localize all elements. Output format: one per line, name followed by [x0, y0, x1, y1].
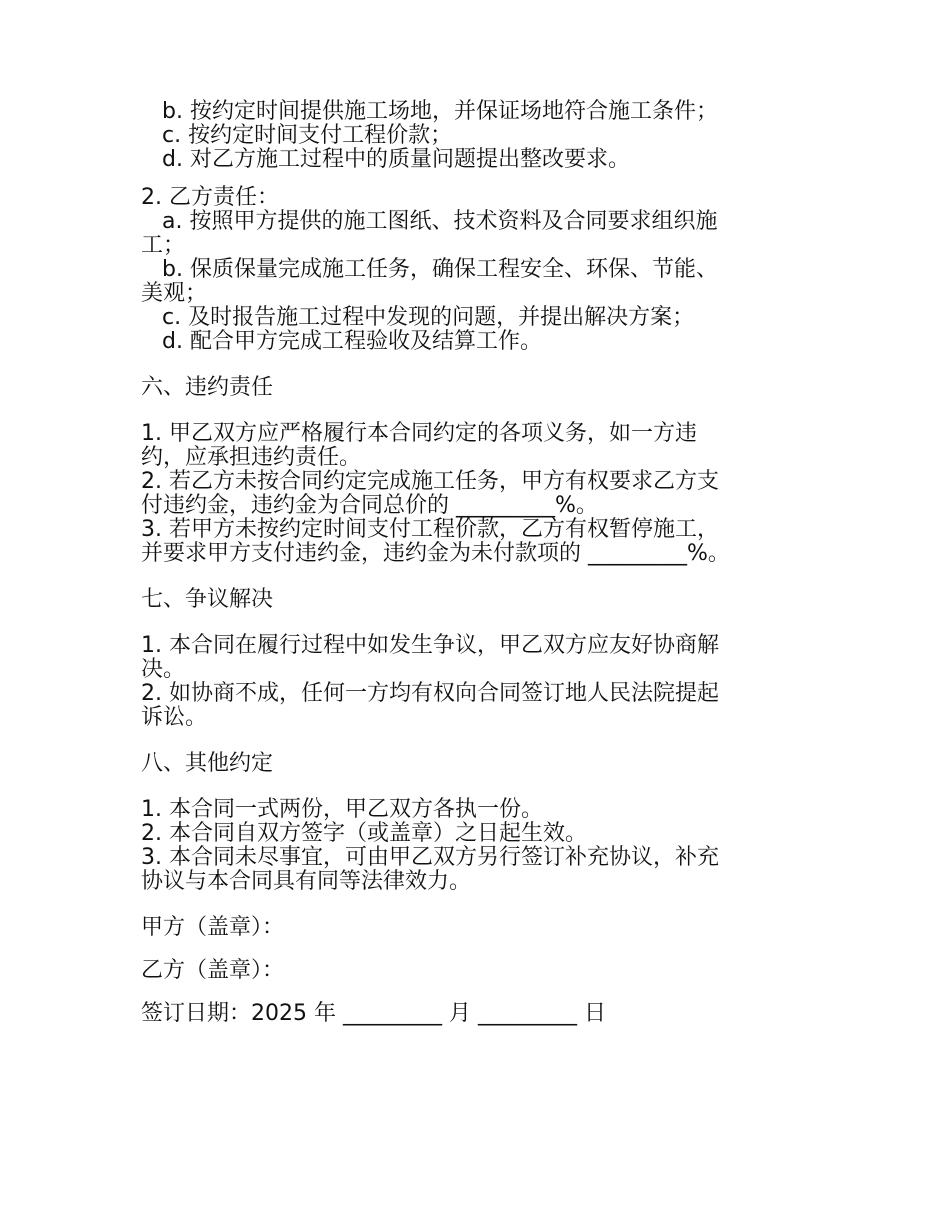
section8-item3-line2: 协议与本合同具有同等法律效力。 — [141, 869, 472, 894]
party-b-duty-a-line1: a. 按照甲方提供的施工图纸、技术资料及合同要求组织施 — [162, 209, 718, 234]
section7-item1-line1: 1. 本合同在履行过程中如发生争议，甲乙双方应友好协商解 — [141, 633, 719, 658]
section6-item1-line2: 约，应承担违约责任。 — [141, 445, 362, 470]
party-b-title: 2. 乙方责任： — [141, 185, 279, 210]
section7-item1-line2: 决。 — [141, 657, 186, 682]
signing-date: 签订日期：2025 年 _________ 月 _________ 日 — [141, 1001, 606, 1026]
section6-item3-line2: 并要求甲方支付违约金，违约金为未付款项的 _________%。 — [141, 541, 730, 566]
party-b-duty-a-line2: 工； — [141, 233, 186, 258]
party-b-signature: 乙方（盖章）： — [141, 958, 285, 983]
party-b-duty-c: c. 及时报告施工过程中发现的问题，并提出解决方案； — [162, 305, 695, 330]
contract-page — [141, 100, 801, 1026]
party-b-duty-d: d. 配合甲方完成工程验收及结算工作。 — [162, 329, 542, 354]
section8-item2: 2. 本合同自双方签字（或盖章）之日起生效。 — [141, 821, 587, 846]
party-a-duties — [141, 100, 801, 172]
section6-body — [141, 422, 801, 566]
section6-item2-line2: 付违约金，违约金为合同总价的 _________%。 — [141, 493, 598, 518]
party-b-duty-b-line2: 美观； — [141, 281, 208, 306]
section6-item1-line1: 1. 甲乙双方应严格履行本合同约定的各项义务，如一方违 — [141, 421, 697, 446]
section6-title: 六、违约责任 — [141, 375, 274, 400]
section6-item3-line1: 3. 若甲方未按约定时间支付工程价款，乙方有权暂停施工， — [141, 517, 719, 542]
section7-title: 七、争议解决 — [141, 587, 274, 612]
section6-item2-line1: 2. 若乙方未按合同约定完成施工任务，甲方有权要求乙方支 — [141, 469, 719, 494]
party-a-duty-d: d. 对乙方施工过程中的质量问题提出整改要求。 — [162, 147, 630, 172]
section8-item3-line1: 3. 本合同未尽事宜，可由甲乙双方另行签订补充协议，补充 — [141, 845, 719, 870]
party-a-signature: 甲方（盖章）： — [141, 915, 285, 940]
section7-item2-line1: 2. 如协商不成，任何一方均有权向合同签订地人民法院提起 — [141, 681, 719, 706]
party-b-duty-b-line1: b. 保质保量完成施工任务，确保工程安全、环保、节能、 — [162, 257, 718, 282]
section8-item1: 1. 本合同一式两份，甲乙双方各执一份。 — [141, 797, 543, 822]
section8-body — [141, 798, 801, 894]
section7-body — [141, 634, 801, 730]
party-b-duties — [141, 186, 801, 354]
section7-item2-line2: 诉讼。 — [141, 705, 208, 730]
signature-block — [141, 916, 801, 1026]
section8-title: 八、其他约定 — [141, 751, 274, 776]
party-a-duty-c: c. 按约定时间支付工程价款； — [162, 123, 453, 148]
party-a-duty-b: b. 按约定时间提供施工场地，并保证场地符合施工条件； — [162, 99, 718, 124]
